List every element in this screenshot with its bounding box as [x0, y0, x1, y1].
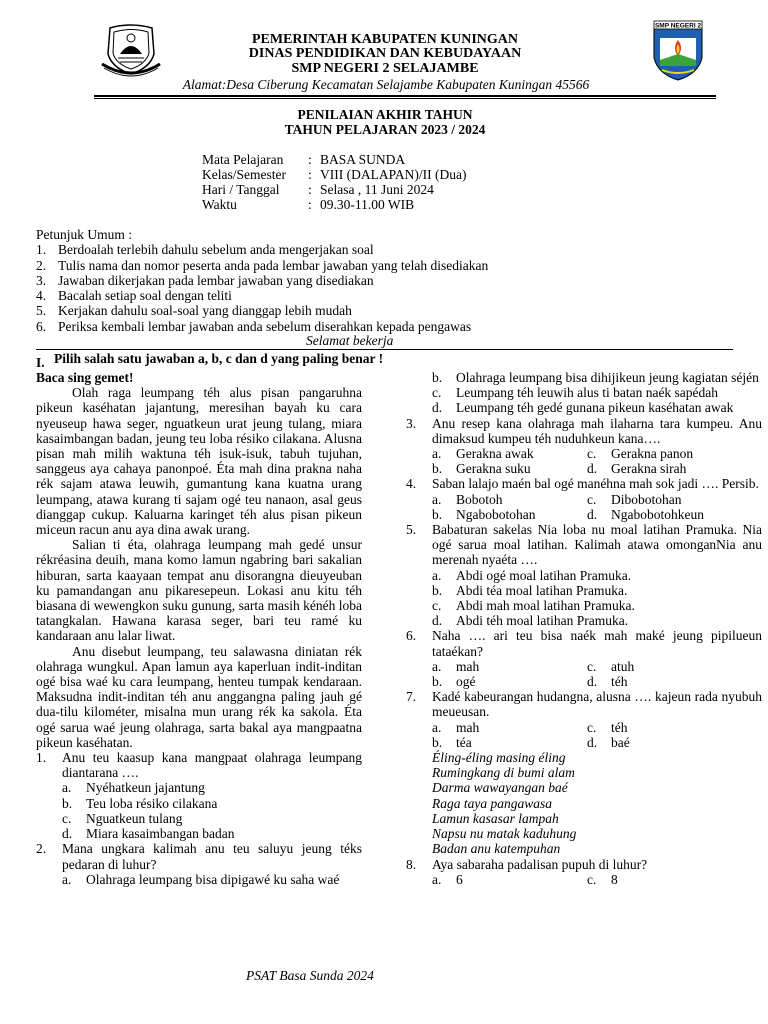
- exam-info: [202, 152, 466, 212]
- answer-option: c. Leumpang téh leuwih alus ti batan naék sapédah: [432, 385, 719, 401]
- info-row: Kelas/Semester : VIII (DALAPAN)/II (Dua): [202, 167, 467, 182]
- reading-paragraph: Olah raga leumpang téh alus pisan pangaruhna pikeun kaséhatan jajantung, meresihan bayah ku cara nyeuseup hawa seger, nguatkeun urat jeung tulang, miara kasaimbangan badan, jeung teu loba résiko cilakana. Alusna pisan mah milih waktuna téh isuk-isuk, tabuh tujuhan, sanggeus aya cahaya panonpoé. Éta mah dina prakna naha rék sajam atawa leuwih, gumantung kana kuatna urang leumpang, atawa kurang ti sajam ogé teu nanaon, asal geus dianggap cukup. Kaluarna karinget téh alus pisan pikeun miceun racun anu aya dina awak urang.: [36, 385, 362, 538]
- left-column: [36, 370, 362, 887]
- question-5: 5. Babaturan sakelas Nia loba nu moal latihan Pramuka. Nia ogé sarua moal latihan. Kalimah atawa omonganNia anu merenah nyaéta ….: [406, 522, 762, 568]
- answer-option: c. Abdi mah moal latihan Pramuka.: [432, 598, 635, 614]
- answer-option-row: b. ogé d. téh: [432, 674, 628, 690]
- header-address: Alamat:Desa Ciberung Kecamatan Selajambe Kabupaten Kuningan 45566: [182, 77, 590, 92]
- reading-paragraph: Salian ti éta, olahraga leumpang mah gedé unsur rékréasina deuih, mana komo lamun ngabring bari sakalian hiburan, sarta kaayaan tempat anu disorangna dieuyeuban ku pamandangan anu pikaresepeun. Lokasi anu kitu téh biasana di wewengkon suku gunung, sarta masih kénéh loba tatangkalan. Hawana karasa seger, bari teu ramé ku kandaraan anu lalar liwat.: [36, 537, 362, 644]
- exam-title: PENILAIAN AKHIR TAHUN: [297, 107, 473, 122]
- info-row: Mata Pelajaran : BASA SUNDA: [202, 152, 406, 167]
- reading-heading: Baca sing gemet!: [36, 370, 134, 385]
- answer-option-row: a. 6 c. 8: [432, 871, 618, 887]
- instruction-item: 1. Berdoalah terlebih dahulu sebelum anda mengerjakan soal: [36, 242, 374, 258]
- question-6: 6. Naha …. ari teu bisa naék mah maké jeung pipilueun tataékan?: [406, 628, 762, 659]
- general-instructions: [36, 227, 488, 334]
- answer-option: d. Abdi téh moal latihan Pramuka.: [432, 613, 629, 629]
- answer-option-row: a. mah c. atuh: [432, 658, 635, 674]
- poem-line: Napsu nu matak kaduhung: [432, 826, 577, 842]
- info-row: Hari / Tanggal : Selasa , 11 Juni 2024: [202, 182, 434, 197]
- header-divider-thick: [94, 95, 716, 97]
- instructions-heading: Petunjuk Umum :: [36, 227, 133, 242]
- smp-negeri-2-logo: [650, 20, 706, 82]
- header-government: PEMERINTAH KABUPATEN KUNINGAN: [251, 32, 518, 47]
- instruction-item: 5. Kerjakan dahulu soal-soal yang dianggap lebih mudah: [36, 303, 352, 319]
- question-3: 3. Anu resep kana olahraga mah ilaharna tara kumpeu. Anu dimaksud kumpeu téh nuduhkeun kana….: [406, 415, 762, 446]
- instruction-item: 6. Periksa kembali lembar jawaban anda sebelum diserahkan kepada pengawas: [36, 318, 472, 334]
- poem-line: Lamun kasasar lampah: [432, 810, 559, 826]
- instruction-item: 3. Jawaban dikerjakan pada lembar jawaban yang disediakan: [36, 272, 374, 288]
- reading-paragraph: Anu disebut leumpang, teu salawasna diniatan rék olahraga wungkul. Apan lamun aya kaperluan indit-inditan ogé bisa waé ku cara leumpang, henteu tumpak kendaraan. Maksudna indit-inditan téh anu anggangna paling jauh gé dua-tilu kilométer, misalna mun urang rék ka sakola. Éta ogé sarua waé jeung olahraga, sarta bakal aya mangpaatna pikeun kaséhatan.: [36, 643, 362, 750]
- exam-year: TAHUN PELAJARAN 2023 / 2024: [284, 122, 486, 137]
- question-4: 4. Saban lalajo maén bal ogé manéhna mah sok jadi …. Persib.: [406, 476, 759, 492]
- poem-line: Darma wawayangan baé: [432, 780, 568, 796]
- answer-option-row: b. téa d. baé: [432, 734, 630, 750]
- poem-line: Éling-éling masing éling: [432, 750, 566, 766]
- right-column: [406, 370, 762, 887]
- poem-line: Badan anu katempuhan: [432, 841, 561, 857]
- header-department: DINAS PENDIDIKAN DAN KEBUDAYAAN: [248, 46, 522, 61]
- header-school: SMP NEGERI 2 SELAJAMBE: [291, 61, 479, 76]
- header-divider-thin: [94, 98, 716, 99]
- answer-option: a. Abdi ogé moal latihan Pramuka.: [432, 567, 632, 583]
- poem-line: Rumingkang di bumi alam: [432, 765, 575, 781]
- question-1: 1. Anu teu kaasup kana mangpaat olahraga leumpang diantarana ….: [36, 750, 362, 781]
- question-2: 2. Mana ungkara kalimah anu teu saluyu jeung téks pedaran di luhur?: [36, 841, 362, 872]
- section-divider: [36, 349, 733, 350]
- answer-option: a. Olahraga leumpang bisa dipigawé ku saha waé: [62, 871, 340, 887]
- answer-option-row: b. Ngabobotohan d. Ngabobotohkeun: [432, 506, 704, 522]
- answer-option-row: b. Gerakna suku d. Gerakna sirah: [432, 461, 687, 477]
- answer-option: a. Nyéhatkeun jajantung: [62, 780, 205, 796]
- answer-option-row: a. Bobotoh c. Dibobotohan: [432, 491, 682, 507]
- instruction-item: 2. Tulis nama dan nomor peserta anda pada lembar jawaban yang telah disediakan: [36, 257, 489, 273]
- poem-line: Raga taya pangawasa: [432, 795, 552, 811]
- closing-greeting: Selamat bekerja: [306, 333, 394, 348]
- answer-option-row: a. Gerakna awak c. Gerakna panon: [432, 446, 694, 462]
- answer-option: b. Abdi téa moal latihan Pramuka.: [432, 582, 628, 598]
- info-row: Waktu : 09.30-11.00 WIB: [202, 197, 415, 212]
- question-7: 7. Kadé kabeurangan hudangna, alusna …. kajeun rada nyubuh meueusan.: [406, 689, 762, 720]
- answer-option: b. Olahraga leumpang bisa dihijikeun jeung kagiatan séjén: [432, 370, 759, 385]
- page-footer: PSAT Basa Sunda 2024: [246, 968, 374, 983]
- answer-option-row: a. mah c. téh: [432, 719, 628, 735]
- answer-option: b. Teu loba résiko cilakana: [62, 795, 218, 811]
- question-8: 8. Aya sabaraha padalisan pupuh di luhur?: [406, 856, 648, 872]
- answer-option: d. Leumpang téh gedé gunana pikeun kaséhatan awak: [432, 400, 734, 416]
- svg-text:SMP NEGERI 2: SMP NEGERI 2: [654, 22, 702, 30]
- answer-option: d. Miara kasaimbangan badan: [62, 826, 235, 842]
- answer-option: c. Nguatkeun tulang: [62, 810, 183, 826]
- poem-stanza: [406, 750, 762, 856]
- instruction-item: 4. Bacalah setiap soal dengan teliti: [36, 288, 232, 304]
